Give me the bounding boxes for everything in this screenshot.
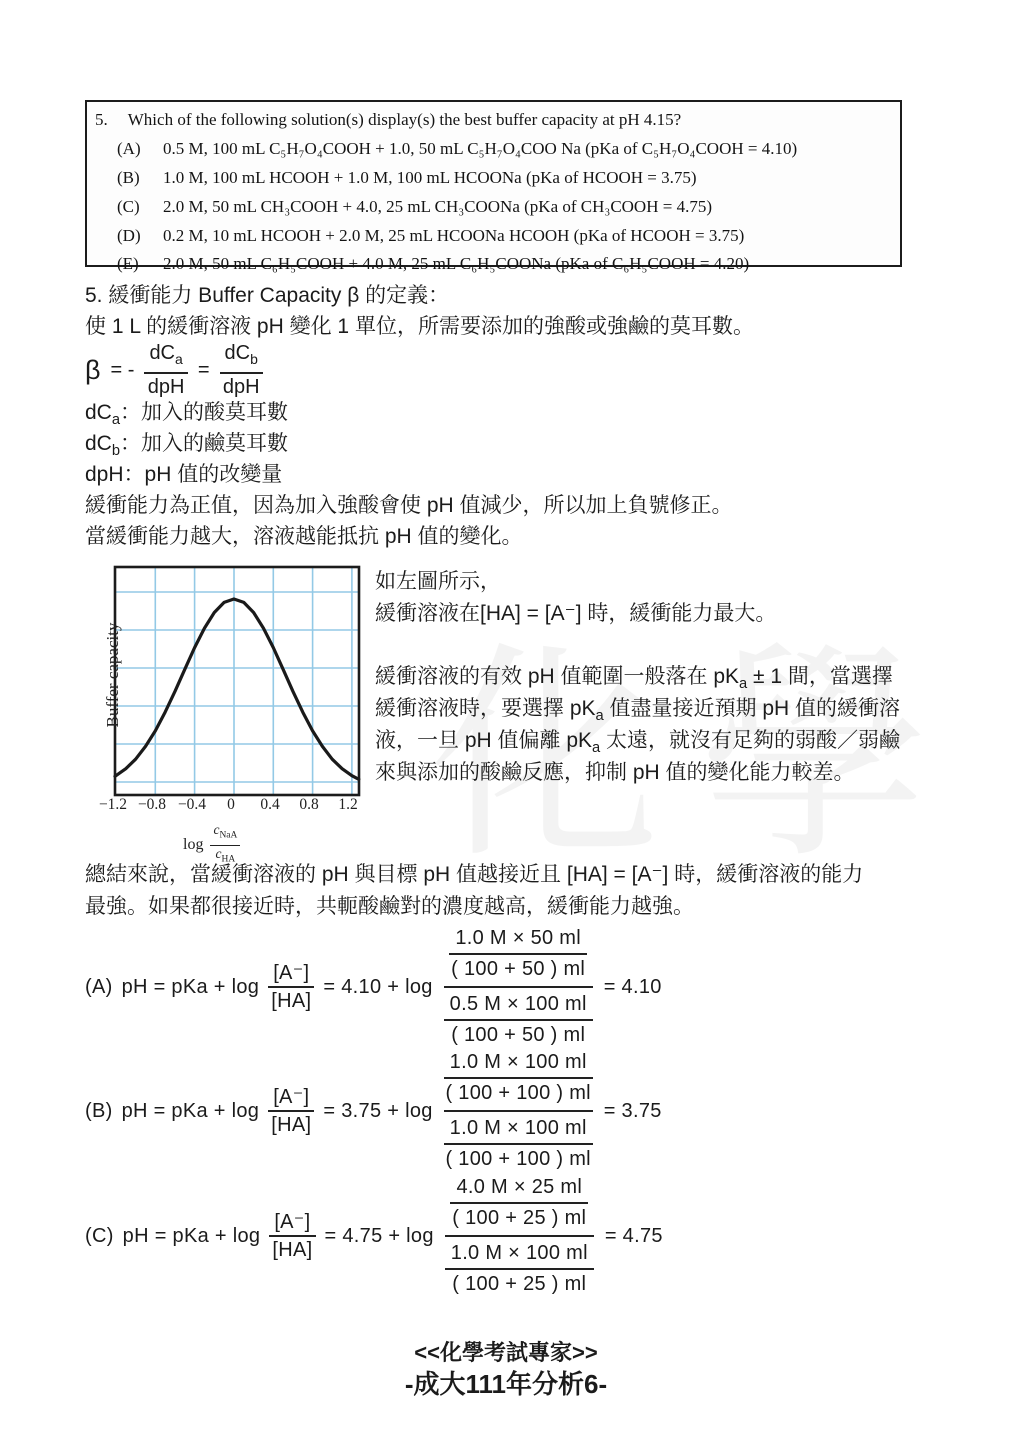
num-top: 4.0 M × 25 ml	[450, 1175, 588, 1204]
buffer-capacity-figure	[85, 560, 385, 865]
beta-equals2: =	[197, 358, 210, 381]
y-axis-label: Buffer capacity	[103, 622, 122, 728]
equation-b-label: (B)	[85, 1099, 113, 1122]
x-tick: 0.4	[260, 796, 280, 813]
beta-fraction-base	[220, 341, 263, 399]
den-top: 1.0 M × 100 ml	[444, 1116, 593, 1145]
x-tick: 0.8	[299, 796, 319, 813]
den-top: 1.0 M × 100 ml	[445, 1241, 594, 1270]
question-stem	[95, 110, 681, 130]
side-text-l4: 來與添加的酸鹼反應，抑制 pH 值的變化能力較差。	[375, 761, 855, 784]
beta-num-a: $dC_a$	[144, 341, 187, 374]
equation-b-bigfraction	[444, 1050, 593, 1172]
beta-symbol: β	[85, 354, 101, 385]
option-e-text: 2.0 M, 50 mL C₆H₅COOH + 4.0 M, 25 mL C₆H₅COONa (pKa of C₆H₅COOH = 4.20)	[163, 254, 750, 273]
buffer-curve	[115, 599, 359, 779]
x-tick: 0	[227, 796, 235, 813]
equation-a-ratio	[268, 961, 314, 1013]
ratio-num: [A⁻]	[268, 961, 314, 988]
equation-a	[85, 928, 662, 1046]
x-tick: −0.4	[177, 796, 207, 813]
side-text-p1: 如左圖所示，	[375, 570, 501, 593]
ratio-den: [HA]	[272, 1239, 313, 1261]
ratio-den: [HA]	[271, 1114, 312, 1136]
option-c	[117, 197, 712, 217]
num-bot: ( 100 + 100 ) ml	[445, 1082, 591, 1104]
x-tick: 1.2	[338, 796, 358, 813]
bigfraction-numerator	[444, 1050, 593, 1106]
definition-line1: 使 1 L 的緩衝溶液 pH 變化 1 單位，所需要添加的強酸或強鹼的莫耳數。	[85, 315, 754, 338]
den-bot: ( 100 + 25 ) ml	[452, 1273, 587, 1295]
term-dca: $dC_a$：加入的酸莫耳數	[85, 401, 289, 429]
summary-line2: 最強。如果都很接近時，共軛酸鹼對的濃度越高，緩衝能力越強。	[85, 895, 694, 918]
option-e	[117, 254, 749, 274]
term-dph: dpH：pH 值的改變量	[85, 463, 283, 486]
question-box	[85, 100, 902, 273]
beta-formula	[85, 341, 263, 399]
den-top: 0.5 M × 100 ml	[444, 992, 593, 1021]
num-top: 1.0 M × 50 ml	[449, 926, 587, 955]
side-text-p2: 緩衝溶液在[HA] = [A⁻] 時，緩衝能力最大。	[375, 602, 777, 625]
side-text-l1: 緩衝溶液的有效 pH 值範圍一般落在 $pK_a \pm 1$ 間，當選擇	[375, 665, 893, 693]
ratio-den: [HA]	[271, 990, 312, 1012]
option-a-label: (A)	[117, 139, 141, 158]
x-tick: −1.2	[98, 796, 128, 813]
main-fraction-bar	[444, 986, 593, 988]
main-fraction-bar	[445, 1235, 594, 1237]
option-a	[117, 139, 797, 159]
x-axis-label-log: log	[183, 835, 204, 853]
side-text-l2: 緩衝溶液時，要選擇 $pK_a$ 值盡量接近預期 pH 值的緩衝溶	[375, 697, 901, 725]
side-text-l3: 液，一旦 pH 值偏離 $pK_a$ 太遠，就沒有足夠的弱酸／弱鹼	[375, 729, 901, 757]
option-e-label: (E)	[117, 254, 139, 273]
x-axis-label-num: $c_{NaA}$	[210, 822, 240, 846]
option-b-text: 1.0 M, 100 mL HCOOH + 1.0 M, 100 mL HCOONa (pKa of HCOOH = 3.75)	[163, 168, 697, 187]
main-fraction-bar	[444, 1110, 593, 1112]
equation-b-lead: pH = pKa + log	[121, 1099, 260, 1122]
equation-c-result: = 4.75	[604, 1224, 663, 1247]
equation-a-result: = 4.10	[603, 975, 662, 998]
footer-page-label: -成大111年分析6-	[404, 1369, 608, 1399]
term-dcb: $dC_b$：加入的鹼莫耳數	[85, 432, 289, 460]
question-stem-text: Which of the following solution(s) display(s) the best buffer capacity at pH 4.15?	[127, 110, 682, 129]
option-b-label: (B)	[117, 168, 140, 187]
beta-num-b: $dC_b$	[220, 341, 263, 374]
bigfraction-denominator	[445, 1241, 594, 1297]
option-d-text: 0.2 M, 10 mL HCOOH + 2.0 M, 25 mL HCOONa HCOOH (pKa of HCOOH = 3.75)	[163, 226, 745, 245]
equation-b-result: = 3.75	[603, 1099, 662, 1122]
equation-a-label: (A)	[85, 975, 113, 998]
bigfraction-denominator	[444, 992, 593, 1048]
equation-a-mid: = 4.10 + log	[323, 975, 433, 998]
equation-c-bigfraction	[445, 1175, 594, 1297]
num-bot: ( 100 + 25 ) ml	[452, 1207, 587, 1229]
x-axis-label-den: $c_{HA}$	[215, 845, 236, 865]
bigfraction-numerator	[450, 1175, 588, 1231]
equation-b-ratio	[268, 1085, 314, 1137]
equation-b	[85, 1052, 662, 1170]
den-bot: ( 100 + 100 ) ml	[445, 1148, 591, 1170]
beta-fraction-acid	[144, 341, 187, 399]
buffer-capacity-chart	[113, 565, 361, 797]
beta-equals-minus: = -	[110, 358, 135, 381]
definition-title: 5. 緩衝能力 Buffer Capacity β 的定義：	[85, 284, 450, 307]
bigfraction-denominator	[444, 1116, 593, 1172]
equation-a-lead: pH = pKa + log	[121, 975, 260, 998]
option-d	[117, 226, 744, 246]
question-number: 5.	[95, 110, 108, 129]
beta-den-a: dpH	[147, 376, 185, 398]
x-tick: −0.8	[137, 796, 167, 813]
equation-c-lead: pH = pKa + log	[122, 1224, 261, 1247]
equation-c-ratio	[269, 1210, 315, 1262]
equation-c-label: (C)	[85, 1224, 114, 1247]
footer-brand: <<化學考試專家>>	[414, 1340, 598, 1365]
equation-c-mid: = 4.75 + log	[324, 1224, 434, 1247]
equation-c	[85, 1177, 663, 1295]
beta-den-b: dpH	[222, 376, 260, 398]
ratio-num: [A⁻]	[269, 1210, 315, 1237]
equation-a-bigfraction	[444, 926, 593, 1048]
equation-b-mid: = 3.75 + log	[323, 1099, 433, 1122]
num-bot: ( 100 + 50 ) ml	[451, 958, 586, 980]
num-top: 1.0 M × 100 ml	[444, 1050, 593, 1079]
ratio-num: [A⁻]	[268, 1085, 314, 1112]
option-b	[117, 168, 697, 188]
den-bot: ( 100 + 50 ) ml	[451, 1024, 586, 1046]
summary-line1: 總結來說，當緩衝溶液的 pH 與目標 pH 值越接近且 [HA] = [A⁻] 時，緩衝溶液的能力	[85, 863, 864, 886]
sign-note: 緩衝能力為正值，因為加入強酸會使 pH 值減少，所以加上負號修正。	[85, 494, 733, 517]
option-a-text: 0.5 M, 100 mL C₅H₇O₄COOH + 1.0, 50 mL C₅H₇O₄COO Na (pKa of C₅H₇O₄COOH = 4.10)	[163, 139, 798, 158]
option-c-text: 2.0 M, 50 mL CH₃COOH + 4.0, 25 mL CH₃COONa (pKa of CH₃COOH = 4.75)	[163, 197, 712, 216]
option-c-label: (C)	[117, 197, 140, 216]
option-d-label: (D)	[117, 226, 141, 245]
resist-note: 當緩衝能力越大，溶液越能抵抗 pH 值的變化。	[85, 525, 523, 548]
bigfraction-numerator	[449, 926, 587, 982]
